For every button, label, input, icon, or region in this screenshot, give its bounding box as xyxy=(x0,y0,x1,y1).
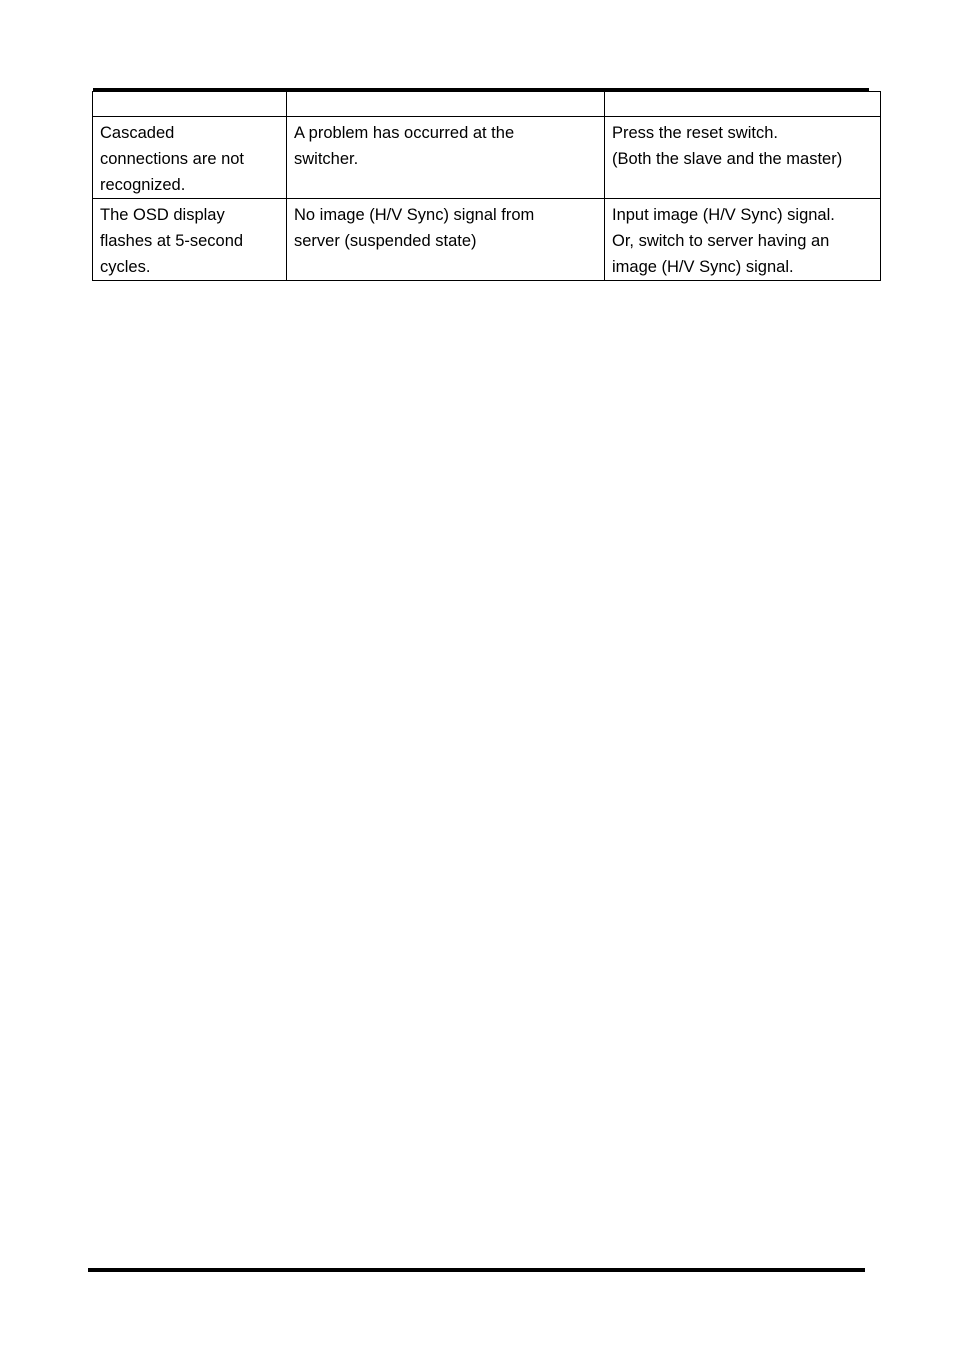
problem-line: The OSD display xyxy=(100,206,225,224)
problem-line: flashes at 5-second xyxy=(100,232,244,250)
cause-cell xyxy=(287,199,605,281)
solution-line: image (H/V Sync) signal. xyxy=(612,258,794,276)
solution-line: Input image (H/V Sync) signal. xyxy=(612,206,835,224)
troubleshooting-table xyxy=(92,91,881,281)
footer-rule xyxy=(88,1268,865,1272)
problem-cell xyxy=(93,199,287,281)
solution-cell xyxy=(605,117,881,199)
cause-cell xyxy=(287,117,605,199)
cause-line: No image (H/V Sync) signal from xyxy=(294,206,535,224)
table-row xyxy=(93,199,881,281)
table-header-row xyxy=(93,92,881,117)
problem-line: connections are not xyxy=(100,150,245,168)
cause-line: switcher. xyxy=(294,150,359,168)
problem-cell xyxy=(93,117,287,199)
solution-line: (Both the slave and the master) xyxy=(612,150,843,168)
solution-cell xyxy=(605,199,881,281)
solution-line: Or, switch to server having an xyxy=(612,232,830,250)
header-cell-solution xyxy=(605,92,881,117)
header-cell-cause xyxy=(287,92,605,117)
cause-line: server (suspended state) xyxy=(294,232,477,250)
solution-line: Press the reset switch. xyxy=(612,124,778,142)
problem-line: Cascaded xyxy=(100,124,175,142)
cause-line: A problem has occurred at the xyxy=(294,124,515,142)
header-cell-problem xyxy=(93,92,287,117)
problem-line: cycles. xyxy=(100,258,151,276)
problem-line: recognized. xyxy=(100,176,186,194)
table-row xyxy=(93,117,881,199)
